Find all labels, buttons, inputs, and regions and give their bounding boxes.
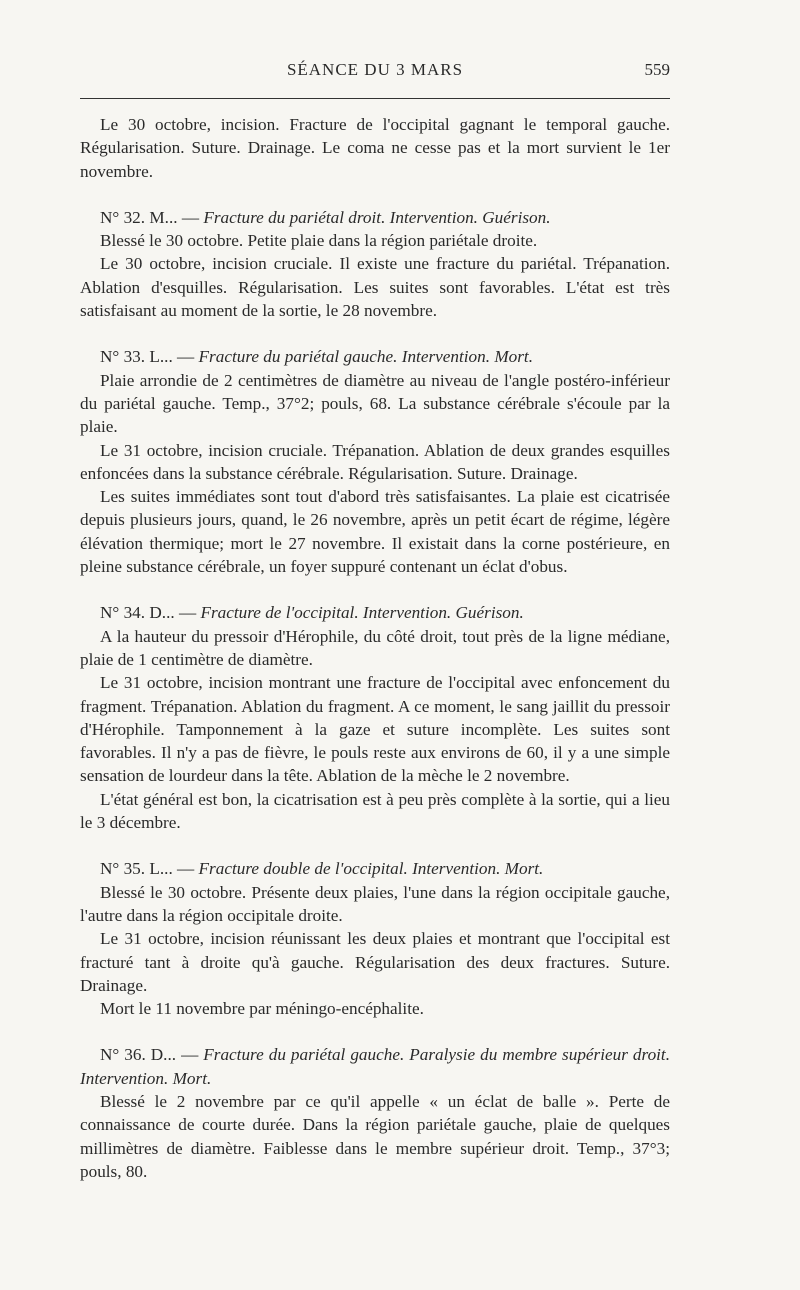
paragraph: Plaie arrondie de 2 centimètres de diamètre au niveau de l'angle postéro-inférieur du pariétal gauche. Temp., 37°2; pouls, 68. La substance cérébrale s'écoule par la plaie. <box>80 370 670 437</box>
header-rule <box>80 98 670 99</box>
case-number: N° 33. L... — <box>100 347 199 367</box>
case-heading <box>80 601 670 624</box>
paragraph: Blessé le 30 octobre. Présente deux plaies, l'une dans la région occipitale gauche, l'autre dans la région occipitale droite. <box>80 882 670 925</box>
case-heading <box>80 1043 670 1090</box>
case-title: Fracture du pariétal gauche. Intervention. Mort. <box>198 347 533 367</box>
paragraph: A la hauteur du pressoir d'Hérophile, du côté droit, tout près de la ligne médiane, plaie de 1 centimètre de diamètre. <box>80 626 670 669</box>
case-title: Fracture du pariétal droit. Intervention. Guérison. <box>203 207 551 227</box>
case-title: Fracture double de l'occipital. Intervention. Mort. <box>198 859 544 879</box>
paragraph: Le 31 octobre, incision réunissant les deux plaies et montrant que l'occipital est fracturé tant à droite qu'à gauche. Régularisation des deux fractures. Suture. Drainage. <box>80 929 670 995</box>
case-title: Fracture de l'occipital. Intervention. Guérison. <box>200 603 524 623</box>
paragraph: L'état général est bon, la cicatrisation est à peu près complète à la sortie, qui a lieu le 3 décembre. <box>80 789 670 833</box>
case-number: N° 32. M... — <box>100 207 204 227</box>
case-heading <box>80 345 670 368</box>
case-title: Fracture du pariétal gauche. Paralysie du membre supérieur droit. Intervention. Mort. <box>80 1045 671 1088</box>
page-number: 559 <box>644 60 670 79</box>
paragraph: Blessé le 30 octobre. Petite plaie dans la région pariétale droite. <box>100 231 538 251</box>
body-text <box>80 113 670 1183</box>
paragraph: Mort le 11 novembre par méningo-encéphalite. <box>100 999 424 1019</box>
case-heading <box>80 206 670 229</box>
case-number: N° 34. D... — <box>100 603 201 623</box>
paragraph: Le 31 octobre, incision cruciale. Trépanation. Ablation de deux grandes esquilles enfoncées dans la substance cérébrale. Régularisation. Suture. Drainage. <box>80 440 670 483</box>
paragraph: Blessé le 2 novembre par ce qu'il appelle « un éclat de balle ». Perte de connaissance de courte durée. Dans la région pariétale gauche, plaie de quelques millimètres de diamètre. Faiblesse dans le membre supérieur droit. Temp., 37°3; pouls, 80. <box>80 1091 670 1181</box>
running-title: SÉANCE DU 3 MARS <box>286 60 464 79</box>
case-number: N° 36. D... — <box>100 1045 204 1065</box>
paragraph: Le 30 octobre, incision. Fracture de l'occipital gagnant le temporal gauche. Régularisation. Suture. Drainage. Le coma ne cesse pas et la mort survient le 1er novembre. <box>80 115 670 181</box>
case-number: N° 35. L... — <box>100 859 199 879</box>
case-heading <box>80 857 670 880</box>
page-header <box>80 58 670 84</box>
paragraph: Les suites immédiates sont tout d'abord très satisfaisantes. La plaie est cicatrisée depuis plusieurs jours, quand, le 26 novembre, après un petit écart de régime, légère élévation thermique; mort le 27 novembre. Il existait dans la corne postérieure, en pleine substance cérébrale, un foyer suppuré contenant un éclat d'obus. <box>80 487 670 577</box>
paragraph: Le 30 octobre, incision cruciale. Il existe une fracture du pariétal. Trépanation. Ablation d'esquilles. Régularisation. Les suites sont favorables. L'état est très satisfaisant au moment de la sortie, le 28 novembre. <box>80 254 670 321</box>
paragraph: Le 31 octobre, incision montrant une fracture de l'occipital avec enfoncement du fragment. Trépanation. Ablation du fragment. A ce moment, le sang jaillit du pressoir d'Hérophile. Tamponnement à la gaze et suture incomplète. Les suites sont favorables. Il n'y a pas de fièvre, le pouls reste aux environs de 60, il y a une simple sensation de lourdeur dans la tête. Ablation de la mèche le 2 novembre. <box>80 673 670 786</box>
